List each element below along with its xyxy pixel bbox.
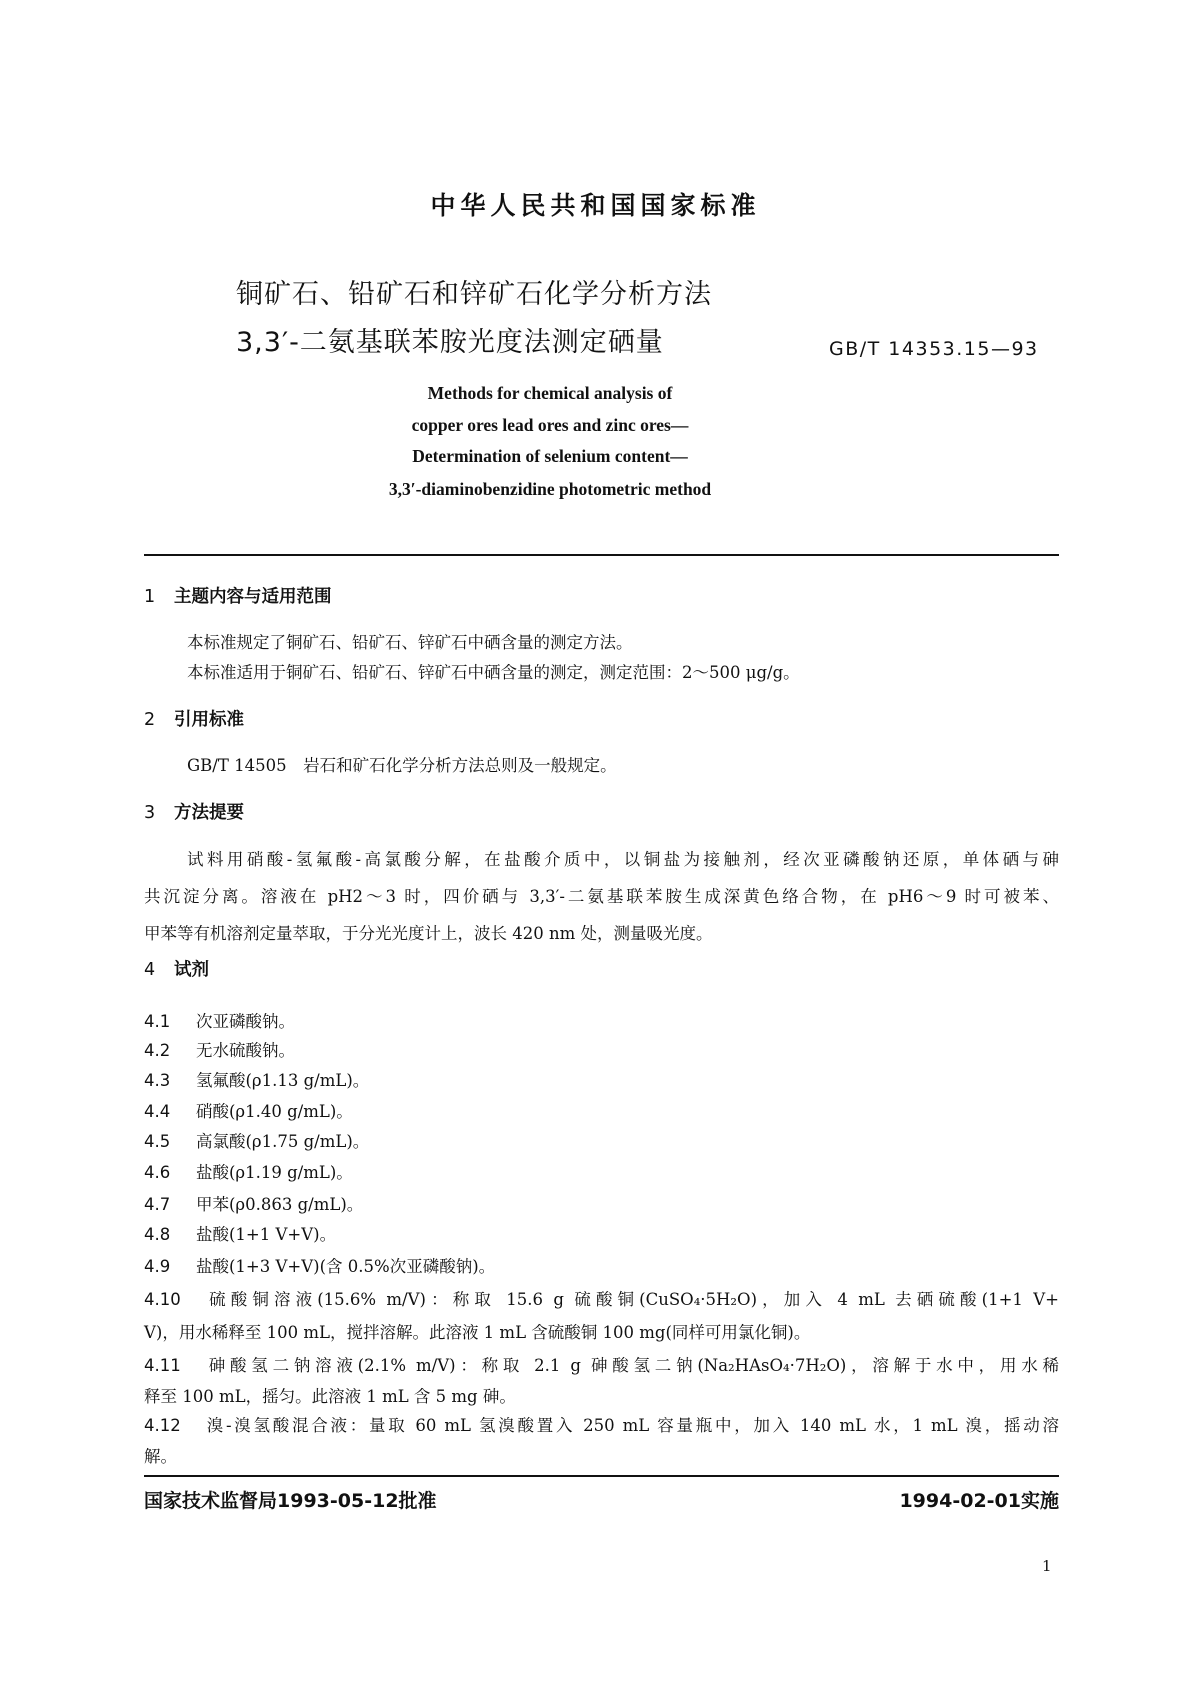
item-text: 次亚磷酸钠。 [196,1012,295,1031]
reagent-item [144,1067,369,1091]
item-number: 4.10 [144,1290,181,1309]
section-heading-4 [144,956,209,981]
section-heading-2 [144,706,244,731]
section-heading-1 [144,583,332,608]
item-number: 4.6 [144,1163,171,1182]
item-text: 盐酸(1+3 V+V)(含 0.5%次亚磷酸钠)。 [196,1257,496,1276]
paragraph-line: 本标准规定了铜矿石、铅矿石、锌矿石中硒含量的测定方法。 [187,633,633,652]
reagent-item [144,1352,1059,1376]
section-title: 主题内容与适用范围 [174,587,332,607]
item-number: 4.5 [144,1132,171,1151]
section-number: 2 [144,710,156,730]
paragraph-line: 本标准适用于铜矿石、铅矿石、锌矿石中硒含量的测定，测定范围：2～500 μg/g。 [187,663,800,682]
item-number: 4.4 [144,1102,171,1121]
item-number: 4.3 [144,1071,171,1090]
standard-number: GB/T 14353.15—93 [829,338,1039,360]
reagent-item [144,1037,295,1061]
reagent-item [144,1128,369,1152]
item-number: 4.1 [144,1012,171,1031]
section-title: 引用标准 [174,710,244,730]
item-text: 甲苯(ρ0.863 g/mL)。 [196,1195,364,1214]
item-text: 硝酸(ρ1.40 g/mL)。 [196,1102,353,1121]
item-text: 无水硫酸钠。 [196,1041,295,1060]
page-number: 1 [1042,1557,1052,1575]
reagent-item-continuation: V)，用水稀释至 100 mL，搅拌溶解。此溶液 1 mL 含硫酸铜 100 mg(同样可用氯化铜)。 [144,1323,811,1342]
item-text: 砷酸氢二钠溶液(2.1% m/V)：称取 2.1 g 砷酸氢二钠(Na₂HAsO₄·7H₂O)，溶解于水中，用水稀 [204,1356,1059,1375]
item-text: 溴-溴氢酸混合液：量取 60 mL 氢溴酸置入 250 mL 容量瓶中，加入 140 mL 水，1 mL 溴，摇动溶 [204,1416,1059,1435]
header-rule [144,554,1059,556]
reagent-item [144,1008,295,1032]
footer-rule [144,1475,1059,1477]
item-text: 氢氟酸(ρ1.13 g/mL)。 [196,1071,370,1090]
paragraph-line: 共沉淀分离。溶液在 pH2～3 时，四价硒与 3,3′-二氨基联苯胺生成深黄色络合物，在 pH6～9 时可被苯、 [144,887,1059,906]
reagent-item [144,1221,336,1245]
item-number: 4.11 [144,1356,181,1375]
reagent-item [144,1412,1059,1436]
english-title-line: 3,3′-diaminobenzidine photometric method [388,479,712,499]
document-title-line1: 铜矿石、铅矿石和锌矿石化学分析方法 [236,279,712,310]
implementation-date: 1994-02-01实施 [899,1490,1059,1512]
section-heading-3 [144,799,244,824]
paragraph-line: 甲苯等有机溶剂定量萃取，于分光光度计上，波长 420 nm 处，测量吸光度。 [144,924,713,943]
document-title-line2: 3,3′-二氨基联苯胺光度法测定硒量 [236,327,664,358]
english-title-line: copper ores lead ores and zinc ores— [411,415,689,435]
reagent-item [144,1159,353,1183]
reagent-item [144,1286,1059,1310]
item-text: 盐酸(ρ1.19 g/mL)。 [196,1163,353,1182]
reference-line: GB/T 14505 岩石和矿石化学分析方法总则及一般规定。 [187,756,617,775]
reagent-item [144,1098,353,1122]
item-text: 硫酸铜溶液(15.6% m/V)：称取 15.6 g 硫酸铜(CuSO₄·5H₂O)，加入 4 mL 去硒硫酸(1+1 V+ [204,1290,1059,1309]
reagent-item-continuation: 释至 100 mL，摇匀。此溶液 1 mL 含 5 mg 砷。 [144,1387,516,1406]
item-text: 盐酸(1+1 V+V)。 [196,1225,337,1244]
reagent-item-continuation: 解。 [144,1447,177,1466]
section-title: 方法提要 [174,803,244,823]
english-title-line: Determination of selenium content— [412,446,688,466]
section-number: 1 [144,587,156,607]
approval-date: 国家技术监督局1993-05-12批准 [144,1490,437,1512]
item-number: 4.12 [144,1416,181,1435]
reagent-item [144,1191,363,1215]
reagent-item [144,1253,495,1277]
item-number: 4.2 [144,1041,171,1060]
item-number: 4.9 [144,1257,171,1276]
national-standard-heading: 中华人民共和国国家标准 [430,191,761,220]
item-text: 高氯酸(ρ1.75 g/mL)。 [196,1132,370,1151]
section-number: 3 [144,803,156,823]
section-title: 试剂 [174,960,209,980]
item-number: 4.7 [144,1195,171,1214]
english-title-line: Methods for chemical analysis of [427,383,673,403]
item-number: 4.8 [144,1225,171,1244]
section-number: 4 [144,960,156,980]
paragraph-line: 试料用硝酸-氢氟酸-高氯酸分解，在盐酸介质中，以铜盐为接触剂，经次亚磷酸钠还原，单体硒与砷 [187,850,1059,869]
